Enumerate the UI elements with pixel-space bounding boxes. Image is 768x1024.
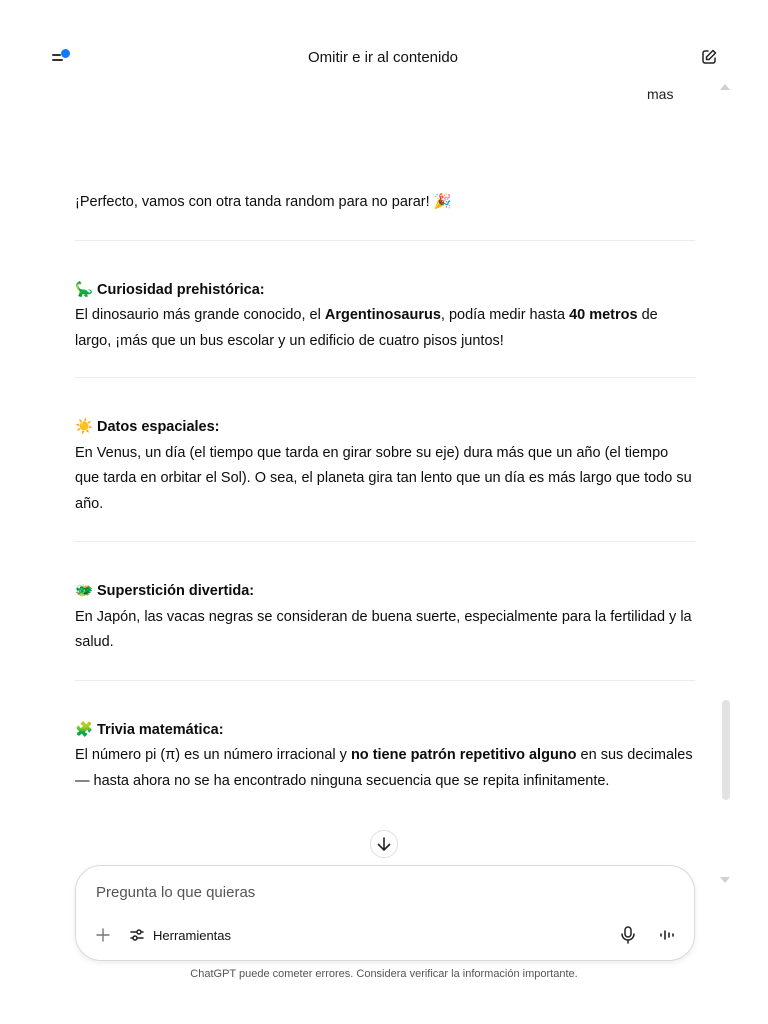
scroll-to-bottom-button[interactable] [370, 830, 398, 858]
dragon-icon: 🐲 [75, 583, 94, 599]
top-header [36, 33, 730, 83]
section-title: Trivia matemática: [97, 721, 224, 738]
section-prehistoric [75, 278, 695, 355]
new-chat-icon[interactable] [700, 48, 718, 66]
separator [75, 541, 695, 542]
top-fade [36, 82, 730, 110]
voice-mode-icon[interactable] [656, 924, 678, 946]
section-title: Superstición divertida: [97, 583, 255, 599]
microphone-icon[interactable] [617, 924, 639, 946]
scroll-up-arrow-icon[interactable] [720, 84, 730, 90]
sun-icon: ☀️ [75, 419, 94, 435]
section-text: En Japón, las vacas negras se consideran de buena suerte, especialmente para la fertilidad y la salud. [75, 608, 692, 650]
section-superstition [75, 579, 695, 656]
separator [75, 680, 695, 681]
section-text: En Venus, un día (el tiempo que tarda en girar sobre su eje) dura más que un año (el tiempo que tarda en orbitar el Sol). O sea, el planeta gira tan lento que un día es más largo que todo su año. [75, 444, 692, 512]
scroll-down-arrow-icon[interactable] [720, 877, 730, 883]
scrollbar-thumb[interactable] [722, 700, 730, 800]
section-text: El dinosaurio más grande conocido, el Argentinosaurus, podía medir hasta 40 metros de largo, ¡más que un bus escolar y un edificio de cuatro pisos juntos! [75, 307, 658, 349]
plus-icon[interactable] [94, 926, 112, 944]
prompt-input[interactable] [96, 884, 616, 901]
separator [75, 240, 695, 241]
section-text: El número pi (π) es un número irracional y no tiene patrón repetitivo alguno en sus decimales — hasta ahora no se ha encontrado ninguna secuencia que se repita infinitamente. [75, 747, 693, 789]
section-space [75, 415, 695, 517]
tools-label: Herramientas [153, 927, 232, 943]
arrow-down-icon [371, 831, 397, 857]
assistant-message [75, 190, 695, 794]
previous-message-fragment: mas [647, 86, 674, 102]
party-icon: 🎉 [433, 194, 452, 210]
section-math [75, 718, 695, 795]
puzzle-icon: 🧩 [75, 721, 94, 738]
dinosaur-icon: 🦕 [75, 281, 94, 298]
message-composer [75, 865, 695, 961]
disclaimer-text: ChatGPT puede cometer errores. Considera verificar la información importante. [190, 968, 578, 980]
intro-paragraph [75, 190, 695, 216]
section-title: Datos espaciales: [97, 419, 220, 435]
skip-to-content-link[interactable]: Omitir e ir al contenido [307, 49, 459, 66]
tools-button[interactable] [128, 924, 231, 946]
separator [75, 377, 695, 378]
intro-text: ¡Perfecto, vamos con otra tanda random para no parar! [75, 194, 434, 210]
section-title: Curiosidad prehistórica: [97, 281, 265, 298]
tools-icon [128, 926, 146, 944]
